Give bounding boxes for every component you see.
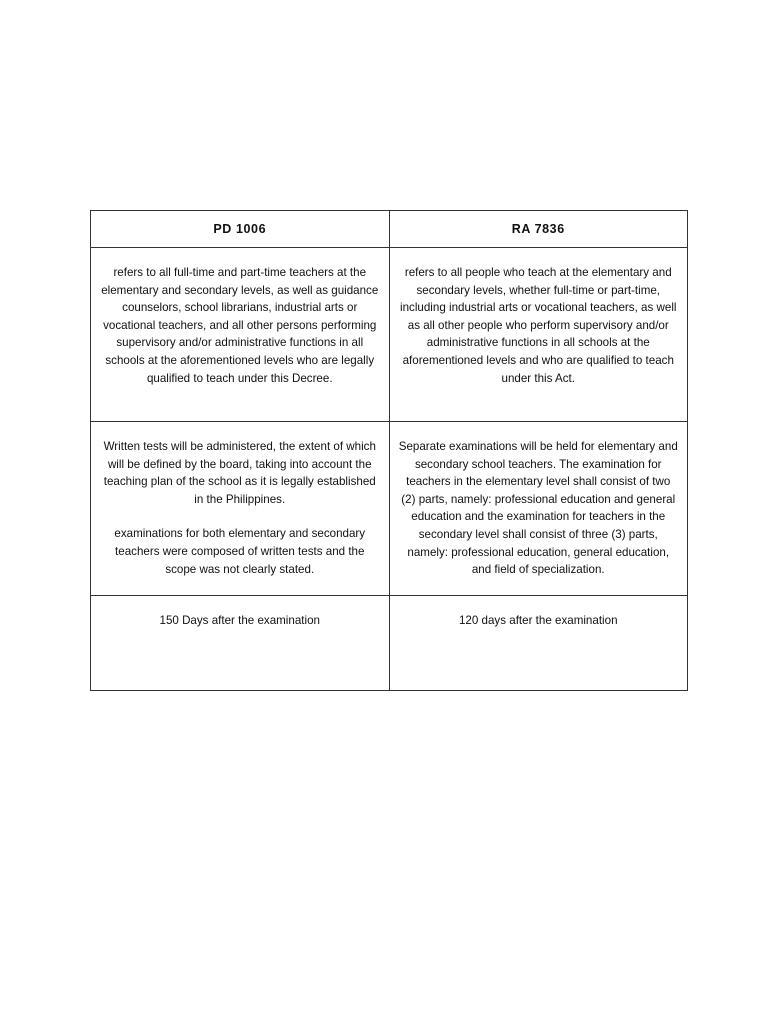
cell-text: 120 days after the examination — [458, 614, 618, 627]
cell-text: 150 Days after the examination — [159, 614, 320, 627]
cell-exam-ra — [389, 422, 688, 596]
cell-results-pd — [91, 596, 390, 691]
table-row — [91, 596, 688, 691]
cell-results-ra — [389, 596, 688, 691]
header-row — [91, 211, 688, 248]
cell-coverage-ra — [389, 248, 688, 422]
table-row — [91, 422, 688, 596]
header-ra-7836: RA 7836 — [389, 211, 688, 248]
cell-exam-pd — [91, 422, 390, 596]
header-pd-1006: PD 1006 — [91, 211, 390, 248]
cell-coverage-pd — [91, 248, 390, 422]
cell-text: examinations for both elementary and secondary teachers were composed of written tests and the scope was not clearly stated. — [114, 527, 366, 576]
table-row — [91, 248, 688, 422]
cell-text: refers to all full-time and part-time teachers at the elementary and secondary levels, as well as guidance counselors, school librarians, industrial arts or vocational teachers, and all other persons performing supervisory and/or administrative functions in all schools at the aforementioned levels who are legally qualified to teach under this Decree. — [101, 266, 379, 385]
cell-text: Separate examinations will be held for elementary and secondary school teachers. The examination for teachers in the elementary level shall consist of two (2) parts, namely: professional education and general education and the examination for teachers in the secondary level shall consist of three (3) parts, namely: professional education, general education, and field of specialization. — [398, 440, 678, 577]
cell-text: refers to all people who teach at the elementary and secondary levels, whether full-time or part-time, including industrial arts or vocational teachers, as well as all other people who perform supervisory and/or administrative functions in all schools at the aforementioned levels and who are qualified to teach under this Act. — [400, 266, 677, 385]
cell-text: Written tests will be administered, the extent of which will be defined by the board, taking into account the teaching plan of the school as it is legally established in the Philippines. — [103, 440, 376, 506]
comparison-table — [90, 210, 688, 691]
